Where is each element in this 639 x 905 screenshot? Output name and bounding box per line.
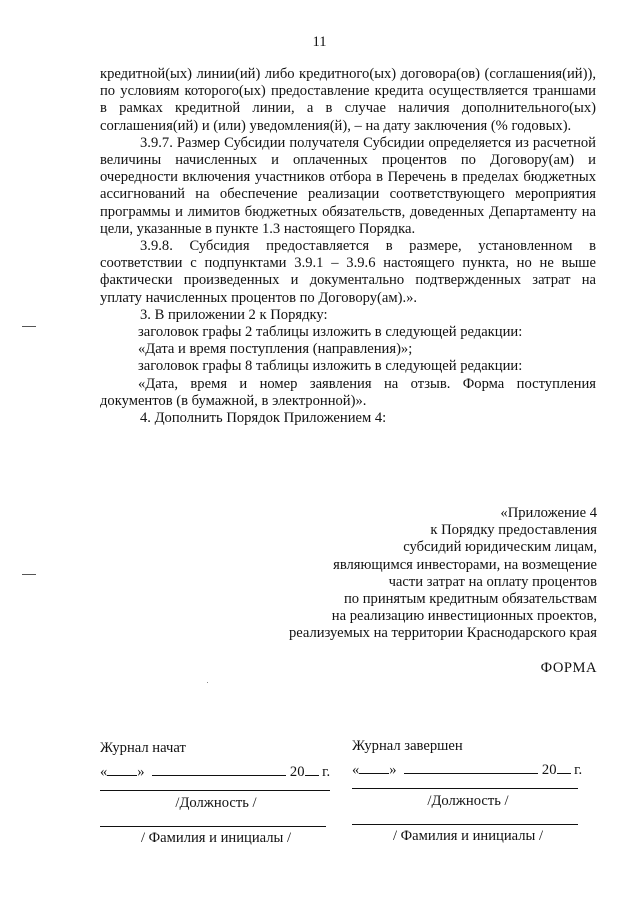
paragraph: 3.9.8. Субсидия предоставляется в размере, установленном в соответствии с подпунктами 3.9.1 – 3.9.6 настоящего пункта, но не выше фактически произведенных и документально подтвержденных затрат на уплату начисленных процентов по Договору(ам).».: [100, 238, 596, 306]
name-caption: / Фамилия и инициалы /: [140, 830, 292, 846]
name-caption: / Фамилия и инициалы /: [392, 828, 544, 844]
journal-finished-date: [352, 760, 582, 779]
month-blank: [152, 762, 286, 776]
appendix-line: реализуемых на территории Краснодарского края: [288, 625, 597, 642]
name-line: [352, 824, 578, 825]
quote-open: «: [100, 764, 108, 780]
paragraph: «Дата и время поступления (направления)»;: [138, 341, 413, 358]
year-blank: [557, 760, 571, 774]
month-blank: [404, 760, 538, 774]
paragraph: заголовок графы 2 таблицы изложить в следующей редакции:: [138, 324, 523, 341]
journal-started-date: [100, 762, 330, 781]
journal-started-title: Журнал начат: [100, 740, 186, 756]
year-suffix: г.: [322, 764, 331, 780]
appendix-line: субсидий юридическим лицам,: [403, 539, 597, 556]
paragraph: 4. Дополнить Порядок Приложением 4:: [140, 410, 387, 427]
paragraph: 3. В приложении 2 к Порядку:: [140, 306, 328, 323]
name-line: [100, 826, 326, 827]
appendix-line: являющимся инвесторами, на возмещение: [333, 556, 597, 573]
quote-close: »: [137, 764, 145, 780]
day-blank: [359, 760, 389, 774]
year-blank: [305, 762, 319, 776]
body-text: [100, 66, 596, 427]
appendix-header: [289, 505, 597, 643]
journal-finished: [352, 738, 584, 848]
paragraph: «Дата, время и номер заявления на отзыв. Форма поступления документов (в бумажной, в электронной)».: [100, 375, 596, 409]
journal-finished-title: Журнал завершен: [352, 738, 463, 754]
year-prefix: 20: [541, 762, 557, 778]
appendix-line: на реализацию инвестиционных проектов,: [331, 608, 597, 625]
position-line: [352, 788, 578, 789]
quote-open: «: [352, 762, 360, 778]
paragraph: кредитной(ых) линии(ий) либо кредитного(ых) договора(ов) (соглашения(ий)), по условиям которого(ых) предоставление кредита осуществляется траншами в рамках кредитной линии, а в случае наличия дополнительного(ых) соглашения(ий) и (или) уведомления(й), – на дату заключения (% годовых).: [100, 66, 596, 134]
position-caption: /Должность /: [427, 793, 509, 809]
journal-started: [100, 740, 332, 850]
page-number: 11: [312, 34, 327, 50]
year-suffix: г.: [574, 762, 583, 778]
form-label: ФОРМА: [540, 660, 597, 676]
position-caption: /Должность /: [175, 795, 257, 811]
margin-mark: [22, 574, 36, 575]
year-prefix: 20: [289, 764, 305, 780]
appendix-line: по принятым кредитным обязательствам: [343, 590, 597, 607]
paragraph: 3.9.7. Размер Субсидии получателя Субсидии определяется из расчетной величины начисленных и оплаченных процентов по Договору(ам) и очередности включения участников отбора в Перечень в пределах бюджетных ассигнований на обеспечение реализации соответствующего мероприятия программы и лимитов бюджетных обязательств, доведенных Департаменту на цели, указанные в пункте 1.3 настоящего Порядка.: [100, 134, 596, 237]
scan-speck: [207, 682, 208, 683]
margin-mark: [22, 326, 36, 327]
day-blank: [107, 762, 137, 776]
appendix-line: части затрат на оплату процентов: [388, 573, 597, 590]
quote-close: »: [389, 762, 397, 778]
appendix-line: «Приложение 4: [500, 505, 597, 521]
appendix-line: к Порядку предоставления: [430, 522, 597, 539]
position-line: [100, 790, 330, 791]
paragraph: заголовок графы 8 таблицы изложить в следующей редакции:: [138, 358, 523, 375]
